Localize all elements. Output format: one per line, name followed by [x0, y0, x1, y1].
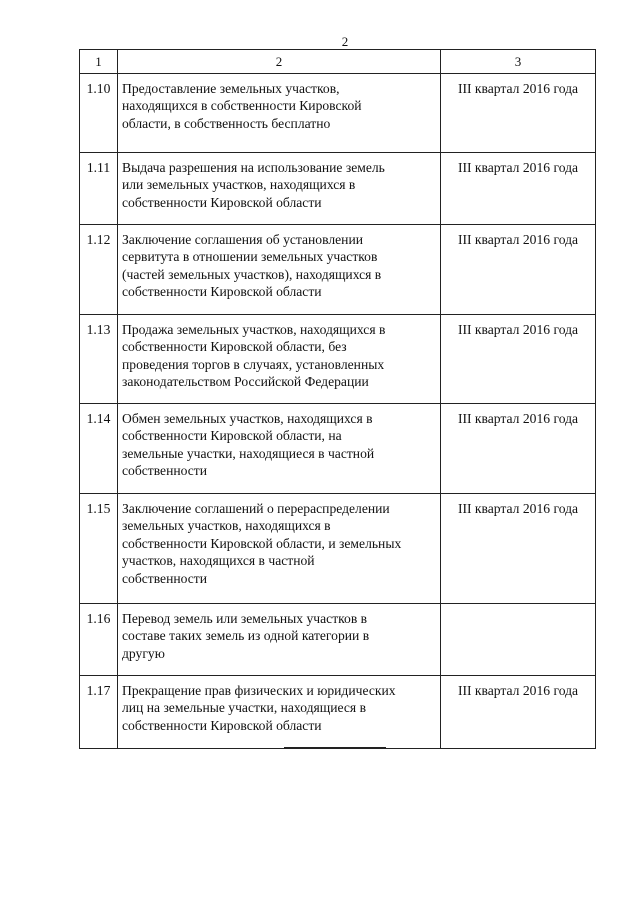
description-line: составе таких земель из одной категории в — [122, 628, 370, 644]
table-row — [80, 676, 596, 749]
description-line: лиц на земельные участки, находящиеся в — [122, 700, 366, 716]
description-line: другую — [122, 645, 165, 661]
description-line: собственности Кировской области, без — [122, 339, 347, 355]
description-line: собственности Кировской области — [122, 194, 322, 210]
row-term: III квартал 2016 года — [441, 494, 596, 604]
table-row — [80, 604, 596, 676]
description-line: сервитута в отношении земельных участков — [122, 249, 378, 265]
table-header-row — [80, 50, 596, 74]
row-number: 1.12 — [80, 225, 118, 315]
description-line: Заключение соглашений о перераспределении — [122, 501, 390, 516]
table-row — [80, 494, 596, 604]
row-number: 1.11 — [80, 153, 118, 225]
table-row — [80, 225, 596, 315]
description-line: земельные участки, находящиеся в частной — [122, 445, 375, 461]
row-number: 1.17 — [80, 676, 118, 749]
description-line: собственности Кировской области, и земельных — [122, 535, 402, 551]
description-line: собственности — [122, 463, 208, 479]
row-number: 1.15 — [80, 494, 118, 604]
page-number: 2 — [341, 34, 349, 49]
description-line: законодательством Российской Федерации — [122, 374, 369, 390]
description-line: области, в собственность бесплатно — [122, 115, 331, 131]
row-description — [118, 225, 441, 315]
description-line: Перевод земель или земельных участков в — [122, 611, 368, 626]
row-description — [118, 494, 441, 604]
row-number: 1.16 — [80, 604, 118, 676]
table-row — [80, 74, 596, 153]
row-description — [118, 404, 441, 494]
description-line: собственности Кировской области, на — [122, 428, 342, 444]
description-line: собственности Кировской области — [122, 284, 322, 300]
description-line: земельных участков, находящихся в — [122, 518, 331, 534]
row-description — [118, 676, 441, 749]
description-line: Заключение соглашения об установлении — [122, 232, 363, 247]
row-term: III квартал 2016 года — [441, 315, 596, 404]
row-number: 1.14 — [80, 404, 118, 494]
row-term: III квартал 2016 года — [441, 225, 596, 315]
row-term: III квартал 2016 года — [441, 153, 596, 225]
row-description — [118, 604, 441, 676]
description-line: Прекращение прав физических и юридических — [122, 683, 396, 698]
description-line: (частей земельных участков), находящихся в — [122, 266, 382, 282]
description-line: собственности — [122, 570, 208, 586]
row-description — [118, 153, 441, 225]
row-term — [441, 604, 596, 676]
description-line: проведения торгов в случаях, установленных — [122, 356, 385, 372]
description-line: Предоставление земельных участков, — [122, 81, 340, 96]
row-description — [118, 74, 441, 153]
column-header-description: 2 — [118, 50, 441, 74]
description-line: собственности Кировской области — [122, 717, 322, 733]
description-line: участков, находящихся в частной — [122, 553, 315, 569]
row-number: 1.13 — [80, 315, 118, 404]
table-row — [80, 404, 596, 494]
description-line: Продажа земельных участков, находящихся в — [122, 322, 386, 337]
description-line: находящихся в собственности Кировской — [122, 98, 362, 114]
row-description — [118, 315, 441, 404]
table-row — [80, 153, 596, 225]
column-header-number: 1 — [80, 50, 118, 74]
description-line: или земельных участков, находящихся в — [122, 177, 356, 193]
row-term: III квартал 2016 года — [441, 676, 596, 749]
table-row — [80, 315, 596, 404]
row-term: III квартал 2016 года — [441, 404, 596, 494]
row-term: III квартал 2016 года — [441, 74, 596, 153]
row-number: 1.10 — [80, 74, 118, 153]
closing-divider-line — [284, 747, 386, 748]
description-line: Выдача разрешения на использование земель — [122, 160, 385, 175]
document-table — [79, 49, 596, 749]
description-line: Обмен земельных участков, находящихся в — [122, 411, 373, 426]
column-header-term: 3 — [441, 50, 596, 74]
